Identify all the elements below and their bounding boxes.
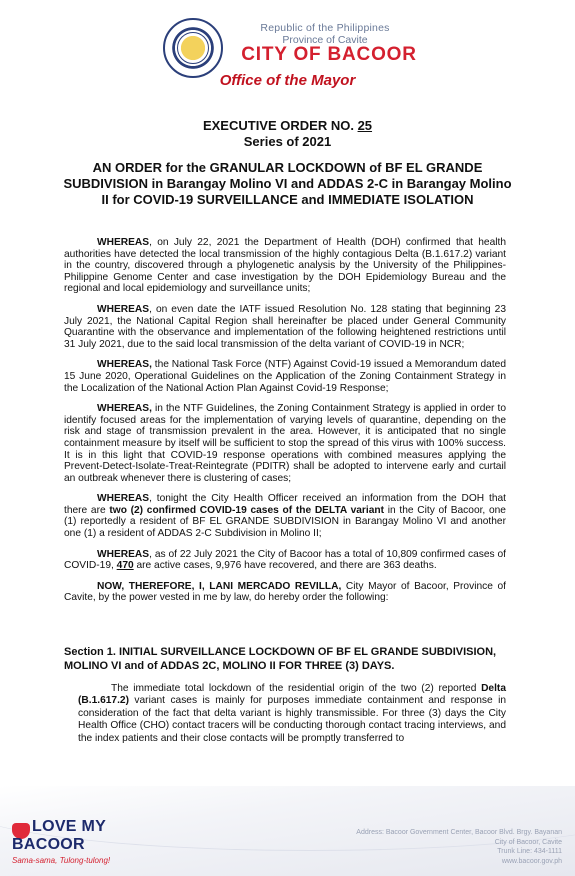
website-link[interactable]: www.bacoor.gov.ph <box>501 857 562 865</box>
section-text: The immediate total lockdown of the residential origin of the two (2) reported <box>111 683 482 694</box>
whereas-clause-2 <box>64 304 506 350</box>
whereas-text: , on July 22, 2021 the Department of Health (DOH) confirmed that health authorities have detected the local transmission of the highly contagious Delta (B.1.617.2) variant in the country, discovered through a phylogenetic analysis by the University of the Philippines-Philippine Genome Center and case investigation by the DOH Epidemiology Bureau and the regional and local epidemiology and surveillance units; <box>64 237 506 295</box>
whereas-clause-5 <box>64 493 506 539</box>
order-number: 25 <box>357 118 373 133</box>
whereas-lead: WHEREAS <box>97 237 150 248</box>
city-seal-icon <box>163 18 223 78</box>
footer-address-block <box>250 828 562 866</box>
order-title: AN ORDER for the GRANULAR LOCKDOWN of BF EL GRANDE SUBDIVISION in Barangay Molino VI and ADDAS 2-C in Barangay Molino II for COVID-19 SURVEILLANCE and IMMEDIATE ISOLATION <box>63 160 512 207</box>
whereas-lead: WHEREAS, <box>97 403 152 415</box>
whereas-clause-1 <box>64 237 506 295</box>
now-therefore-lead: NOW, THEREFORE, I, LANI MERCADO REVILLA, <box>97 580 342 592</box>
now-therefore-clause <box>64 581 506 604</box>
logo-tagline: Sama-sama, Tulong-tulong! <box>12 856 111 865</box>
order-number-prefix: EXECUTIVE ORDER NO. <box>202 118 354 133</box>
office-name: Office of the Mayor <box>219 72 356 89</box>
whereas-clause-6 <box>64 549 506 572</box>
delta-variant-highlight: Delta (B.1.617.2) <box>78 683 506 707</box>
whereas-text: in the City of Bacoor, one (1) reportedly a resident of BF EL GRANDE SUBDIVISION in Barangay Molino VI and another one (1) a resident of ADDAS 2-C Subdivision in Molino II; <box>64 504 506 540</box>
whereas-text: , on even date the IATF issued Resolution No. 128 stating that beginning 23 July 2021, the National Capital Region shall hereinafter be placed under General Community Quarantine with the observance and implementation of the following heightened restrictions until 31 July 2021, due to the said local transmission of the delta variant of COVID-19 in NCR; <box>64 303 506 350</box>
logo-bacoor: BACOOR <box>12 836 85 853</box>
executive-order-number <box>0 118 575 133</box>
section-1-heading: Section 1. INITIAL SURVEILLANCE LOCKDOWN OF BF EL GRANDE SUBDIVISION, MOLINO VI and of ADDAS 2C, MOLINO II FOR THREE (3) DAYS. <box>64 646 497 672</box>
now-therefore-text: City Mayor of Bacoor, Province of Cavite, by the power vested in me by law, do hereby order the following: <box>64 580 506 604</box>
order-body <box>64 237 506 613</box>
letterhead <box>0 0 575 105</box>
whereas-lead: WHEREAS, <box>97 359 152 371</box>
whereas-text: the National Task Force (NTF) Against Covid-19 issued a Memorandum dated 15 June 2020, Operational Guidelines on the Application of the Zoning Containment Strategy in the Localization of the National Action Plan Against Covid-19 Response; <box>64 359 506 394</box>
whereas-lead: WHEREAS <box>97 493 150 505</box>
logo-love-my: LOVE MY <box>32 818 107 835</box>
order-series: Series of 2021 <box>243 134 332 149</box>
section-1-body <box>78 683 506 745</box>
address-line: Address: Bacoor Government Center, Bacoor Blvd. Brgy. Bayanan <box>356 829 562 836</box>
trunk-line: Trunk Line: 434-1111 <box>497 848 562 855</box>
whereas-text: in the NTF Guidelines, the Zoning Containment Strategy is applied in order to identify focused areas for the implementation of varying levels of quarantine, depending on the risk and stage of transmission prevalent in the area. However, it is anticipated that no single containment measure by itself will be sufficient to stop the spread of this virus with 100% success. It is in this light that COVID-19 response operations with combined measures applying the Prevent-Detect-Isolate-Treat-Reintegrate (PDITR) shall be adopted to intervene early and curtail an outbreak whenever there is clustering of cases; <box>64 403 506 484</box>
whereas-text: , as of 22 July 2021 the City of Bacoor has a total of 10,809 confirmed cases of COVID-19, <box>64 548 506 572</box>
whereas-lead: WHEREAS <box>97 548 150 560</box>
province-text: Province of Cavite <box>282 34 368 46</box>
republic-text: Republic of the Philippines <box>260 22 390 34</box>
active-cases-count: 470 <box>116 560 134 572</box>
whereas-text: are active cases, 9,976 have recovered, and there are 363 deaths. <box>133 560 437 572</box>
whereas-lead: WHEREAS <box>97 303 150 315</box>
whereas-text: , tonight the City Health Officer received an information from the DOH that there are <box>64 493 506 516</box>
section-text: variant cases is mainly for purposes immediate containment and response in consideration of the fact that delta variant is highly transmissible. For three (3) days the City Health Office (CHO) contact tracers will be conducting thorough contact tracing interviews, and the index patients and their close contacts will be promptly transferred to <box>78 695 506 744</box>
whereas-clause-4 <box>64 403 506 484</box>
address-city: City of Bacoor, Cavite <box>494 838 562 846</box>
whereas-clause-3 <box>64 359 506 394</box>
city-name: CITY OF BACOOR <box>241 44 417 65</box>
delta-cases-highlight: two (2) confirmed COVID-19 cases of the DELTA variant <box>109 504 385 516</box>
